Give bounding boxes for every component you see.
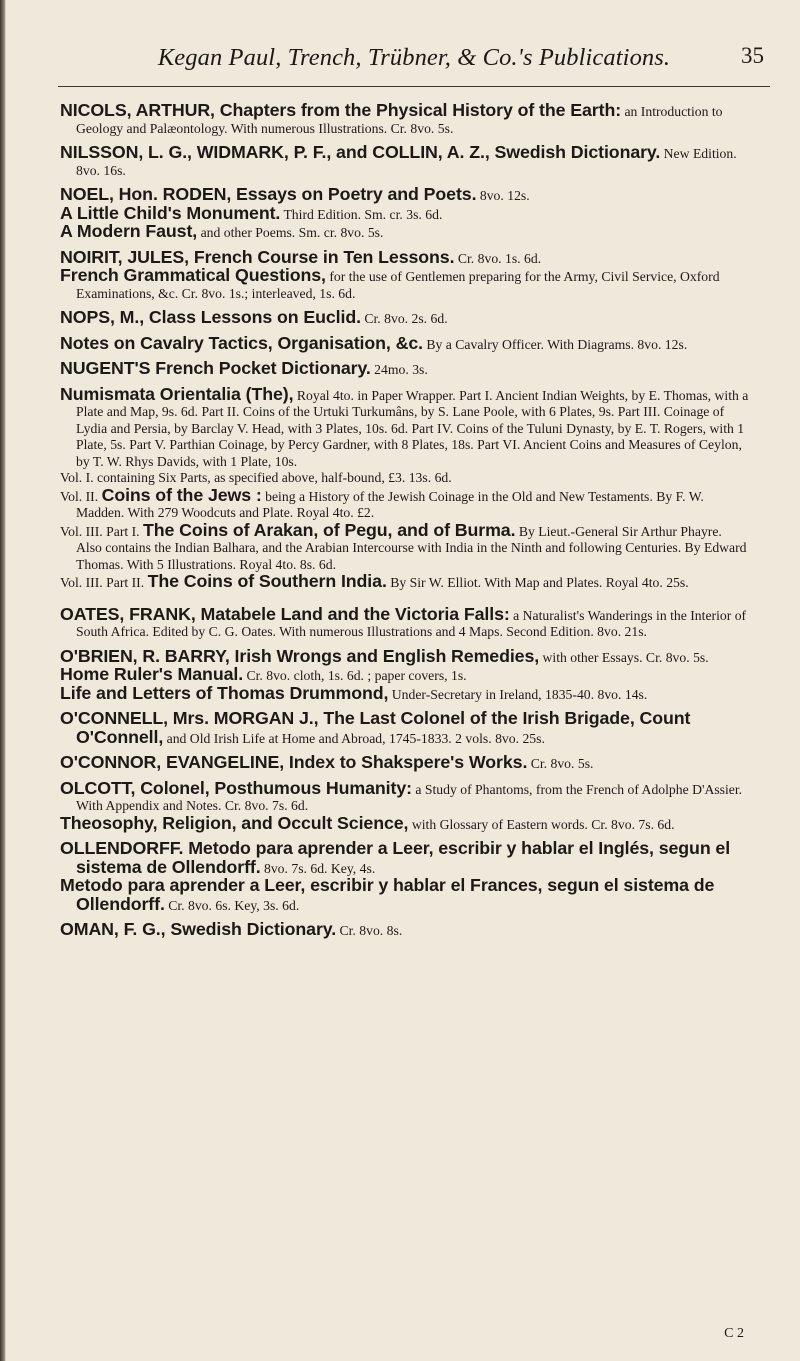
sub-description: Cr. 8vo. cloth, 1s. 6d. ; paper covers, 1s.: [243, 668, 467, 683]
signature-mark: C 2: [724, 1326, 744, 1341]
sub-description: for the use of Gentlemen preparing for the Army, Civil Service, Oxford Examinations, &c. Cr. 8vo. 1s.; interleaved, 1s. 6d.: [76, 269, 720, 301]
entry-description: Cr. 8vo. 1s. 6d.: [454, 250, 542, 266]
sub-description: Cr. 8vo. 6s. Key, 3s. 6d.: [164, 897, 300, 913]
entry-title: O'BRIEN, R. BARRY, Irish Wrongs and English Remedies,: [60, 645, 540, 666]
entry-description: Cr. 8vo. 5s.: [527, 756, 594, 771]
catalogue-entry: [60, 603, 750, 641]
entry-title: Notes on Cavalry Tactics, Organisation, &c.: [60, 332, 423, 353]
entry-description: Cr. 8vo. 8s.: [336, 923, 403, 938]
sub-description: Under-Secretary in Ireland, 1835-40. 8vo. 14s.: [388, 686, 648, 702]
running-head: Kegan Paul, Trench, Trübner, & Co.'s Publications.: [157, 44, 671, 71]
entry-description: an Introduction to Geology and Palæontology. With numerous Illustrations. Cr. 8vo. 5s.: [76, 104, 723, 136]
catalogue-entry: [60, 360, 750, 379]
sub-title: Life and Letters of Thomas Drummond,: [60, 682, 389, 703]
entry-title: OLCOTT, Colonel, Posthumous Humanity:: [60, 777, 412, 798]
volume-prefix: Vol. III. Part I.: [60, 523, 143, 539]
sub-title: Home Ruler's Manual.: [60, 664, 244, 684]
volume-description: being a History of the Jewish Coinage in the Old and New Testaments. By F. W. Madden. With 279 Woodcuts and Plate. Royal 4to. £2.: [76, 488, 704, 520]
volume-description: By Lieut.-General Sir Arthur Phayre. Also contains the Indian Balhara, and the Arabian Intercourse with India in the Ninth and following Centuries. By Edward Thomas. With 5 Illustrations. Royal 4to. 8s. 6d.: [76, 523, 747, 572]
entry-title: NUGENT'S French Pocket Dictionary.: [60, 358, 371, 378]
header-rule: [58, 86, 770, 87]
volume-title: Coins of the Jews :: [101, 484, 262, 505]
entry-title: NOEL, Hon. RODEN, Essays on Poetry and Poets.: [60, 184, 477, 204]
volume-title: The Coins of Southern India.: [147, 571, 387, 591]
entry-title: NOPS, M., Class Lessons on Euclid.: [60, 307, 361, 327]
entry-title: OLLENDORFF. Metodo para aprender a Leer, escribir y hablar el Inglés, segun el sistema de Ollendorff.: [60, 838, 731, 877]
sub-title: Metodo para aprender a Leer, escribir y hablar el Frances, segun el sistema de Ollendorff.: [60, 875, 715, 914]
entry-description: By a Cavalry Officer. With Diagrams. 8vo. 12s.: [422, 336, 688, 352]
catalogue-entry: [60, 754, 750, 773]
entry-title: Numismata Orientalia (The),: [60, 383, 294, 404]
entry-description: a Naturalist's Wanderings in the Interior of South Africa. Edited by C. G. Oates. With numerous Illustrations and 4 Maps. Second Edition. 8vo. 21s.: [76, 607, 747, 639]
catalogue-entry: [60, 186, 750, 242]
entry-description: New Edition. 8vo. 16s.: [76, 146, 737, 178]
volume-description: By Sir W. Elliot. With Map and Plates. Royal 4to. 25s.: [386, 575, 689, 590]
sub-description: with Glossary of Eastern words. Cr. 8vo. 7s. 6d.: [408, 816, 675, 832]
catalogue-entry: [60, 921, 750, 940]
entry-description: 24mo. 3s.: [370, 362, 428, 377]
page-number: 35: [741, 43, 764, 68]
entry-description: Royal 4to. in Paper Wrapper. Part I. Ancient Indian Weights, by E. Thomas, with a Plate and Map, 9s. 6d. Part II. Coins of the Urtuki Turkumâns, by S. Lane Poole, with 6 Plates, 9s. Part III. Coinage of Lydia and Persia, by Barclay V. Head, with 3 Plates, 10s. 6d. Part IV. Coins of the Tuluni Dynasty, by E. T. Rogers, with 1 Plate, 5s. Part V. Parthian Coinage, by Percy Gardner, with 8 Plates, 18s. Part VI. Ancient Coins and Measures of Ceylon, by T. W. Rhys Davids, with 1 Plate, 10s.: [76, 387, 749, 469]
catalogue-entry: [60, 840, 750, 914]
catalogue-entry: [60, 710, 750, 747]
catalogue-list: [60, 102, 750, 947]
volume-title: The Coins of Arakan, of Pegu, and of Burma.: [143, 519, 516, 540]
entry-title: OMAN, F. G., Swedish Dictionary.: [60, 919, 337, 939]
catalogue-entry: [60, 102, 750, 137]
catalogue-entry: [60, 777, 750, 834]
catalogue-entry: [60, 332, 750, 354]
entry-description: 8vo. 12s.: [476, 188, 530, 203]
entry-title: O'CONNOR, EVANGELINE, Index to Shakspere's Works.: [60, 752, 528, 772]
catalogue-entry: [60, 246, 750, 303]
sub-title: A Modern Faust,: [60, 221, 198, 241]
catalogue-entry: [60, 309, 750, 328]
page-edge-shadow: [0, 0, 6, 1361]
catalogue-entry: [60, 144, 750, 179]
sub-title: French Grammatical Questions,: [60, 265, 326, 285]
volume-prefix: Vol. II.: [60, 488, 102, 504]
volume-prefix: Vol. I. containing Six Parts, as specified above, half-bound, £3. 13s. 6d.: [60, 470, 452, 485]
entry-title: NICOLS, ARTHUR, Chapters from the Physical History of the Earth:: [60, 100, 622, 120]
volume-prefix: Vol. III. Part II.: [60, 575, 148, 590]
entry-description: Cr. 8vo. 2s. 6d.: [360, 311, 448, 326]
entry-title: OATES, FRANK, Matabele Land and the Victoria Falls:: [60, 603, 510, 624]
entry-title: O'CONNELL, Mrs. MORGAN J., The Last Colonel of the Irish Brigade, Count O'Connell,: [60, 708, 691, 747]
entry-description: and Old Irish Life at Home and Abroad, 1745-1833. 2 vols. 8vo. 25s.: [163, 730, 545, 746]
sub-title: Theosophy, Religion, and Occult Science,: [60, 812, 409, 833]
entry-title: NILSSON, L. G., WIDMARK, P. F., and COLLIN, A. Z., Swedish Dictionary.: [60, 142, 661, 162]
entry-title: NOIRIT, JULES, French Course in Ten Lessons.: [60, 246, 455, 267]
sub-title: A Little Child's Monument.: [60, 202, 281, 223]
catalogue-entry: [60, 645, 750, 704]
entry-description: a Study of Phantoms, from the French of Adolphe D'Assier. With Appendix and Notes. Cr. 8vo. 7s. 6d.: [76, 781, 743, 813]
sub-description: Third Edition. Sm. cr. 3s. 6d.: [280, 206, 443, 222]
entry-description: with other Essays. Cr. 8vo. 5s.: [539, 649, 709, 665]
sub-description: and other Poems. Sm. cr. 8vo. 5s.: [197, 225, 384, 240]
catalogue-entry: [60, 383, 750, 592]
entry-description: 8vo. 7s. 6d. Key, 4s.: [260, 860, 376, 876]
page-header: [58, 44, 770, 84]
